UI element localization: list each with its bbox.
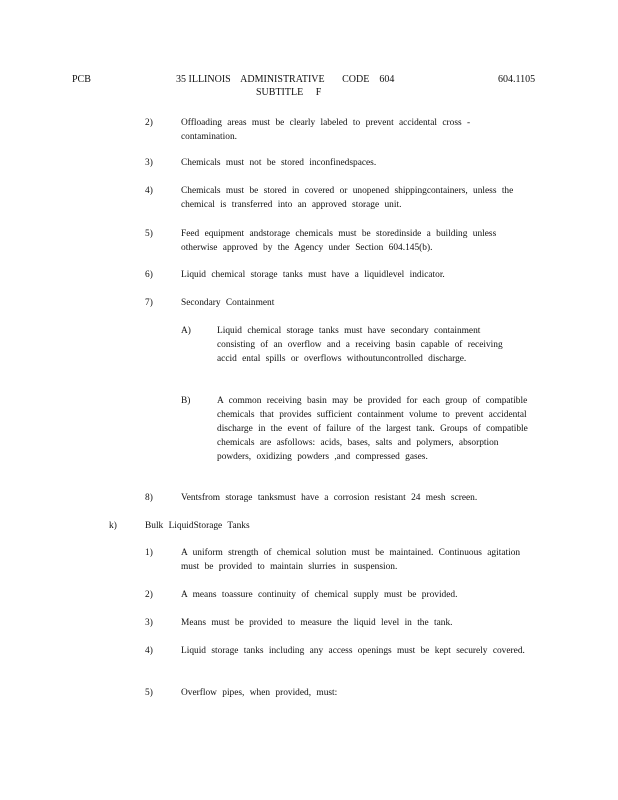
item-text: Means must be provided to measure the liquid level in the tank.	[181, 618, 453, 628]
header-left: PCB	[72, 74, 91, 85]
item-number: 5)	[145, 229, 153, 239]
header-section-number: 604.1105	[498, 74, 536, 85]
subitem-text: A common receiving basin may be provided for each group of compatible chemicals that provides sufficient containment volume to prevent accidental discharge in the event of failure of the largest tank. Groups of compatible chemicals are asfollows: acids, bases, salts and polymers, absorption powders, oxidizing powders ,and compressed gases.	[217, 396, 528, 462]
item-text: Liquid storage tanks including any access openings must be kept securely covered.	[181, 646, 525, 656]
item-text: A means toassure continuity of chemical supply must be provided.	[181, 590, 458, 600]
section-title: Bulk LiquidStorage Tanks	[145, 521, 250, 531]
item-number: 2)	[145, 590, 153, 600]
item-text: Liquid chemical storage tanks must have a liquidlevel indicator.	[181, 270, 445, 280]
item-number: 7)	[145, 298, 153, 308]
item-number: 5)	[145, 688, 153, 698]
item-text: Overflow pipes, when provided, must:	[181, 688, 338, 698]
subitem-letter: B)	[181, 396, 191, 406]
item-text: Ventsfrom storage tanksmust have a corrosion resistant 24 mesh screen.	[181, 493, 478, 503]
item-number: 4)	[145, 186, 153, 196]
item-number: 1)	[145, 548, 153, 558]
item-text: Feed equipment andstorage chemicals must be storedinside a building unless otherwise approved by the Agency under Section 604.145(b).	[181, 229, 497, 253]
header-subtitle: SUBTITLE F	[256, 87, 322, 98]
item-number: 6)	[145, 270, 153, 280]
item-number: 4)	[145, 646, 153, 656]
item-number: 3)	[145, 158, 153, 168]
item-number: 2)	[145, 118, 153, 128]
item-number: 3)	[145, 618, 153, 628]
item-text: Secondary Containment	[181, 298, 275, 308]
item-text: Offloading areas must be clearly labeled to prevent accidental cross - contamination.	[181, 118, 471, 142]
header-title: 35 ILLINOIS ADMINISTRATIVE CODE 604	[176, 74, 395, 85]
subitem-text: Liquid chemical storage tanks must have secondary containment consisting of an overflow and a receiving basin capable of receiving accid ental spills or overflows withoutuncontrolled discharge.	[217, 326, 503, 364]
subitem-letter: A)	[181, 326, 191, 336]
item-text: Chemicals must be stored in covered or unopened shippingcontainers, unless the chemical is transferred into an approved storage unit.	[181, 186, 514, 210]
item-number: 8)	[145, 493, 153, 503]
item-text: Chemicals must not be stored inconfinedspaces.	[181, 158, 377, 168]
item-text: A uniform strength of chemical solution must be maintained. Continuous agitation must be provided to maintain slurries in suspension.	[181, 548, 521, 572]
section-letter: k)	[109, 521, 117, 531]
